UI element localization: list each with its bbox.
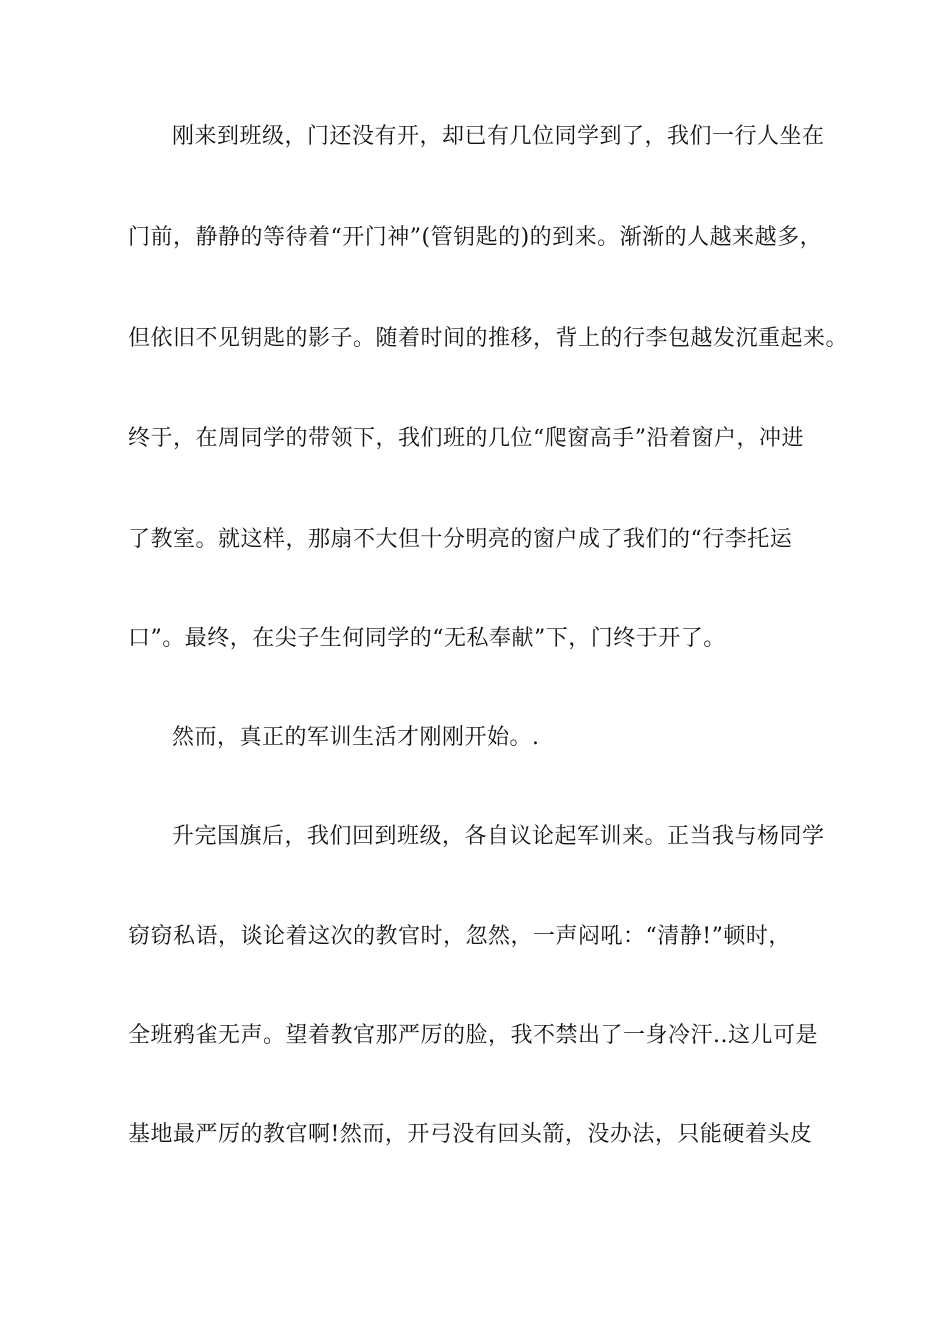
paragraph-line: 口”。最终，在尖子生何同学的“无私奉献”下，门终于开了。 bbox=[128, 626, 726, 651]
paragraph-line: 升完国旗后，我们回到班级，各自议论起军训来。正当我与杨同学 bbox=[172, 824, 825, 849]
paragraph-line: 了教室。就这样，那扇不大但十分明亮的窗户成了我们的“行李托运 bbox=[128, 527, 793, 552]
paragraph-line: 刚来到班级，门还没有开，却已有几位同学到了，我们一行人坐在 bbox=[172, 124, 825, 149]
paragraph-line: 但依旧不见钥匙的影子。随着时间的推移，背上的行李包越发沉重起来。 bbox=[128, 326, 849, 351]
paragraph-line: 全班鸦雀无声。望着教官那严厉的脸，我不禁出了一身冷汗..这儿可是 bbox=[128, 1023, 818, 1048]
paragraph-line: 窃窃私语，谈论着这次的教官时，忽然，一声闷吼：“清静!”顿时， bbox=[128, 924, 791, 949]
paragraph-line: 基地最严厉的教官啊!然而，开弓没有回头箭，没办法，只能硬着头皮 bbox=[128, 1122, 813, 1147]
paragraph-line: 终于，在周同学的带领下，我们班的几位“爬窗高手”沿着窗户，冲进 bbox=[128, 426, 804, 451]
paragraph-line: 然而，真正的军训生活才刚刚开始。. bbox=[172, 725, 540, 750]
paragraph-line: 门前，静静的等待着“开门神”(管钥匙的)的到来。渐渐的人越来越多， bbox=[128, 225, 823, 250]
